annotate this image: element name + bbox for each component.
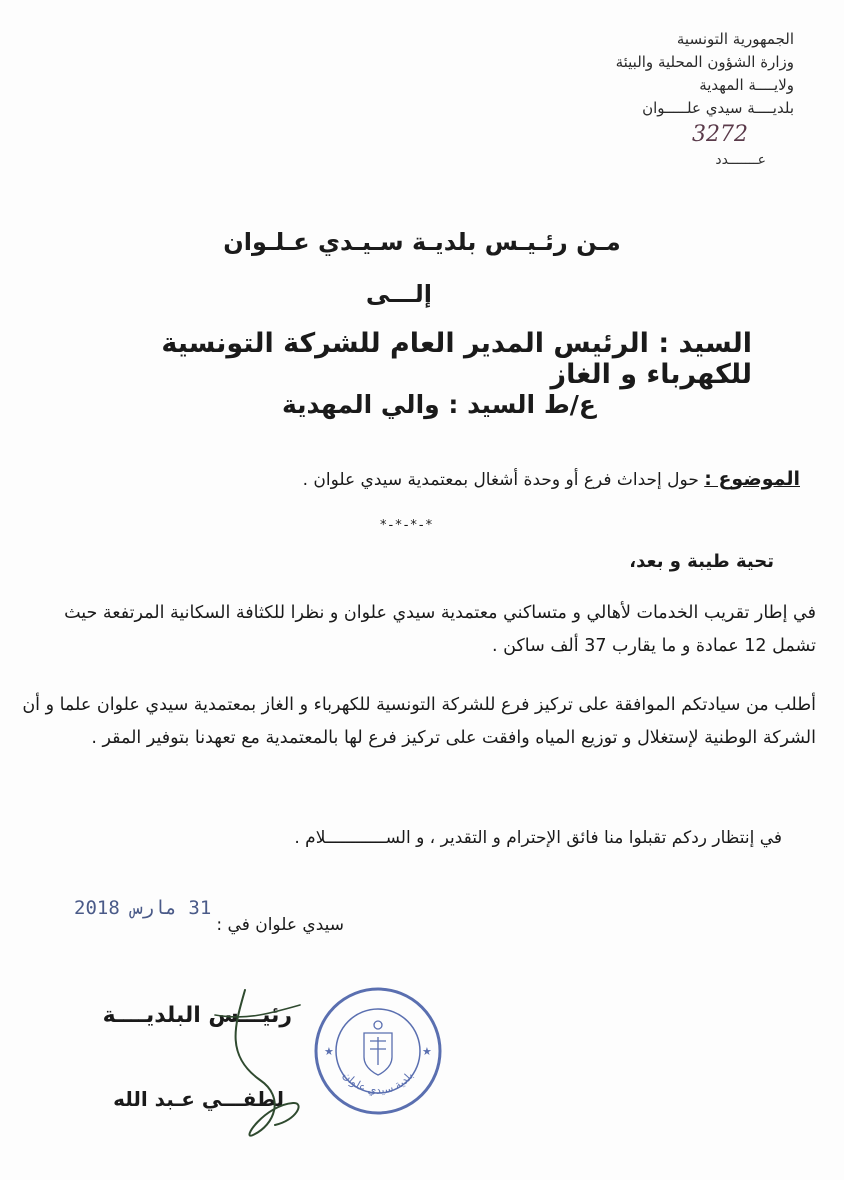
- official-seal: [312, 985, 444, 1117]
- signatory-name: لطفـــي عـبد الله: [113, 1087, 284, 1111]
- seal-text: بلدية سيدي علوان: [340, 1069, 416, 1097]
- svg-text:★: ★: [422, 1045, 432, 1058]
- place-date-label: سيدي علوان في :: [216, 915, 344, 935]
- sender-line: مـن رئـيـس بلديـة سـيـدي عـلـوان: [223, 228, 621, 256]
- ministry-name: وزارة الشؤون المحلية والبيئة: [615, 53, 794, 71]
- number-label: عـــــــدد: [715, 152, 766, 168]
- subject-line: [180, 468, 800, 490]
- seal-emblem-icon: [364, 1021, 392, 1075]
- greeting: تحية طيبة و بعد،: [629, 551, 774, 572]
- closing-line: في إنتظار ردكم تقبلوا منا فائق الإحترام و التقدير ، و الســــــــــــلام .: [294, 828, 782, 848]
- governorate-name: ولايــــة المهدية: [699, 76, 794, 94]
- subject-text: حول إحداث فرع أو وحدة أشغال بمعتمدية سيدي علوان .: [302, 470, 699, 490]
- signatory-title: رئيـــس البلديــــة: [102, 1003, 292, 1028]
- body-paragraph-2: أطلب من سيادتكم الموافقة على تركيز فرع للشركة التونسية للكهرباء و الغاز بمعتمدية سيدي علوان علما و أن الشركة الوطنية لإستغلال و توزيع المياه وافقت على تركيز فرع لها بالمعتمدية مع تعهدنا بتوفير المقر .: [22, 695, 816, 748]
- municipality-name: بلديــــة سيدي علـــــوان: [642, 99, 794, 117]
- svg-text:★: ★: [324, 1045, 334, 1058]
- body-paragraph-1: في إطار تقريب الخدمات لأهالي و متساكني معتمدية سيدي علوان و نظرا للكثافة السكانية المرتفعة حيث تشمل 12 عمادة و ما يقارب 37 ألف ساكن .: [64, 603, 816, 656]
- republic-name: الجمهورية التونسية: [676, 30, 794, 48]
- letterhead: [514, 28, 794, 120]
- subject-label: الموضوع :: [704, 468, 800, 490]
- to-label: إلـــى: [365, 280, 432, 308]
- separator: *-*-*-*: [380, 518, 435, 533]
- date-stamp: 31 مارس 2018: [74, 897, 212, 919]
- cc-line: ع/ط السيد : والي المهدية: [281, 390, 596, 419]
- reference-number: 3272: [692, 122, 748, 147]
- addressee-line: السيد : الرئيس المدير العام للشركة التونسية للكهرباء و الغاز: [161, 328, 752, 390]
- handwritten-signature: [205, 985, 325, 1145]
